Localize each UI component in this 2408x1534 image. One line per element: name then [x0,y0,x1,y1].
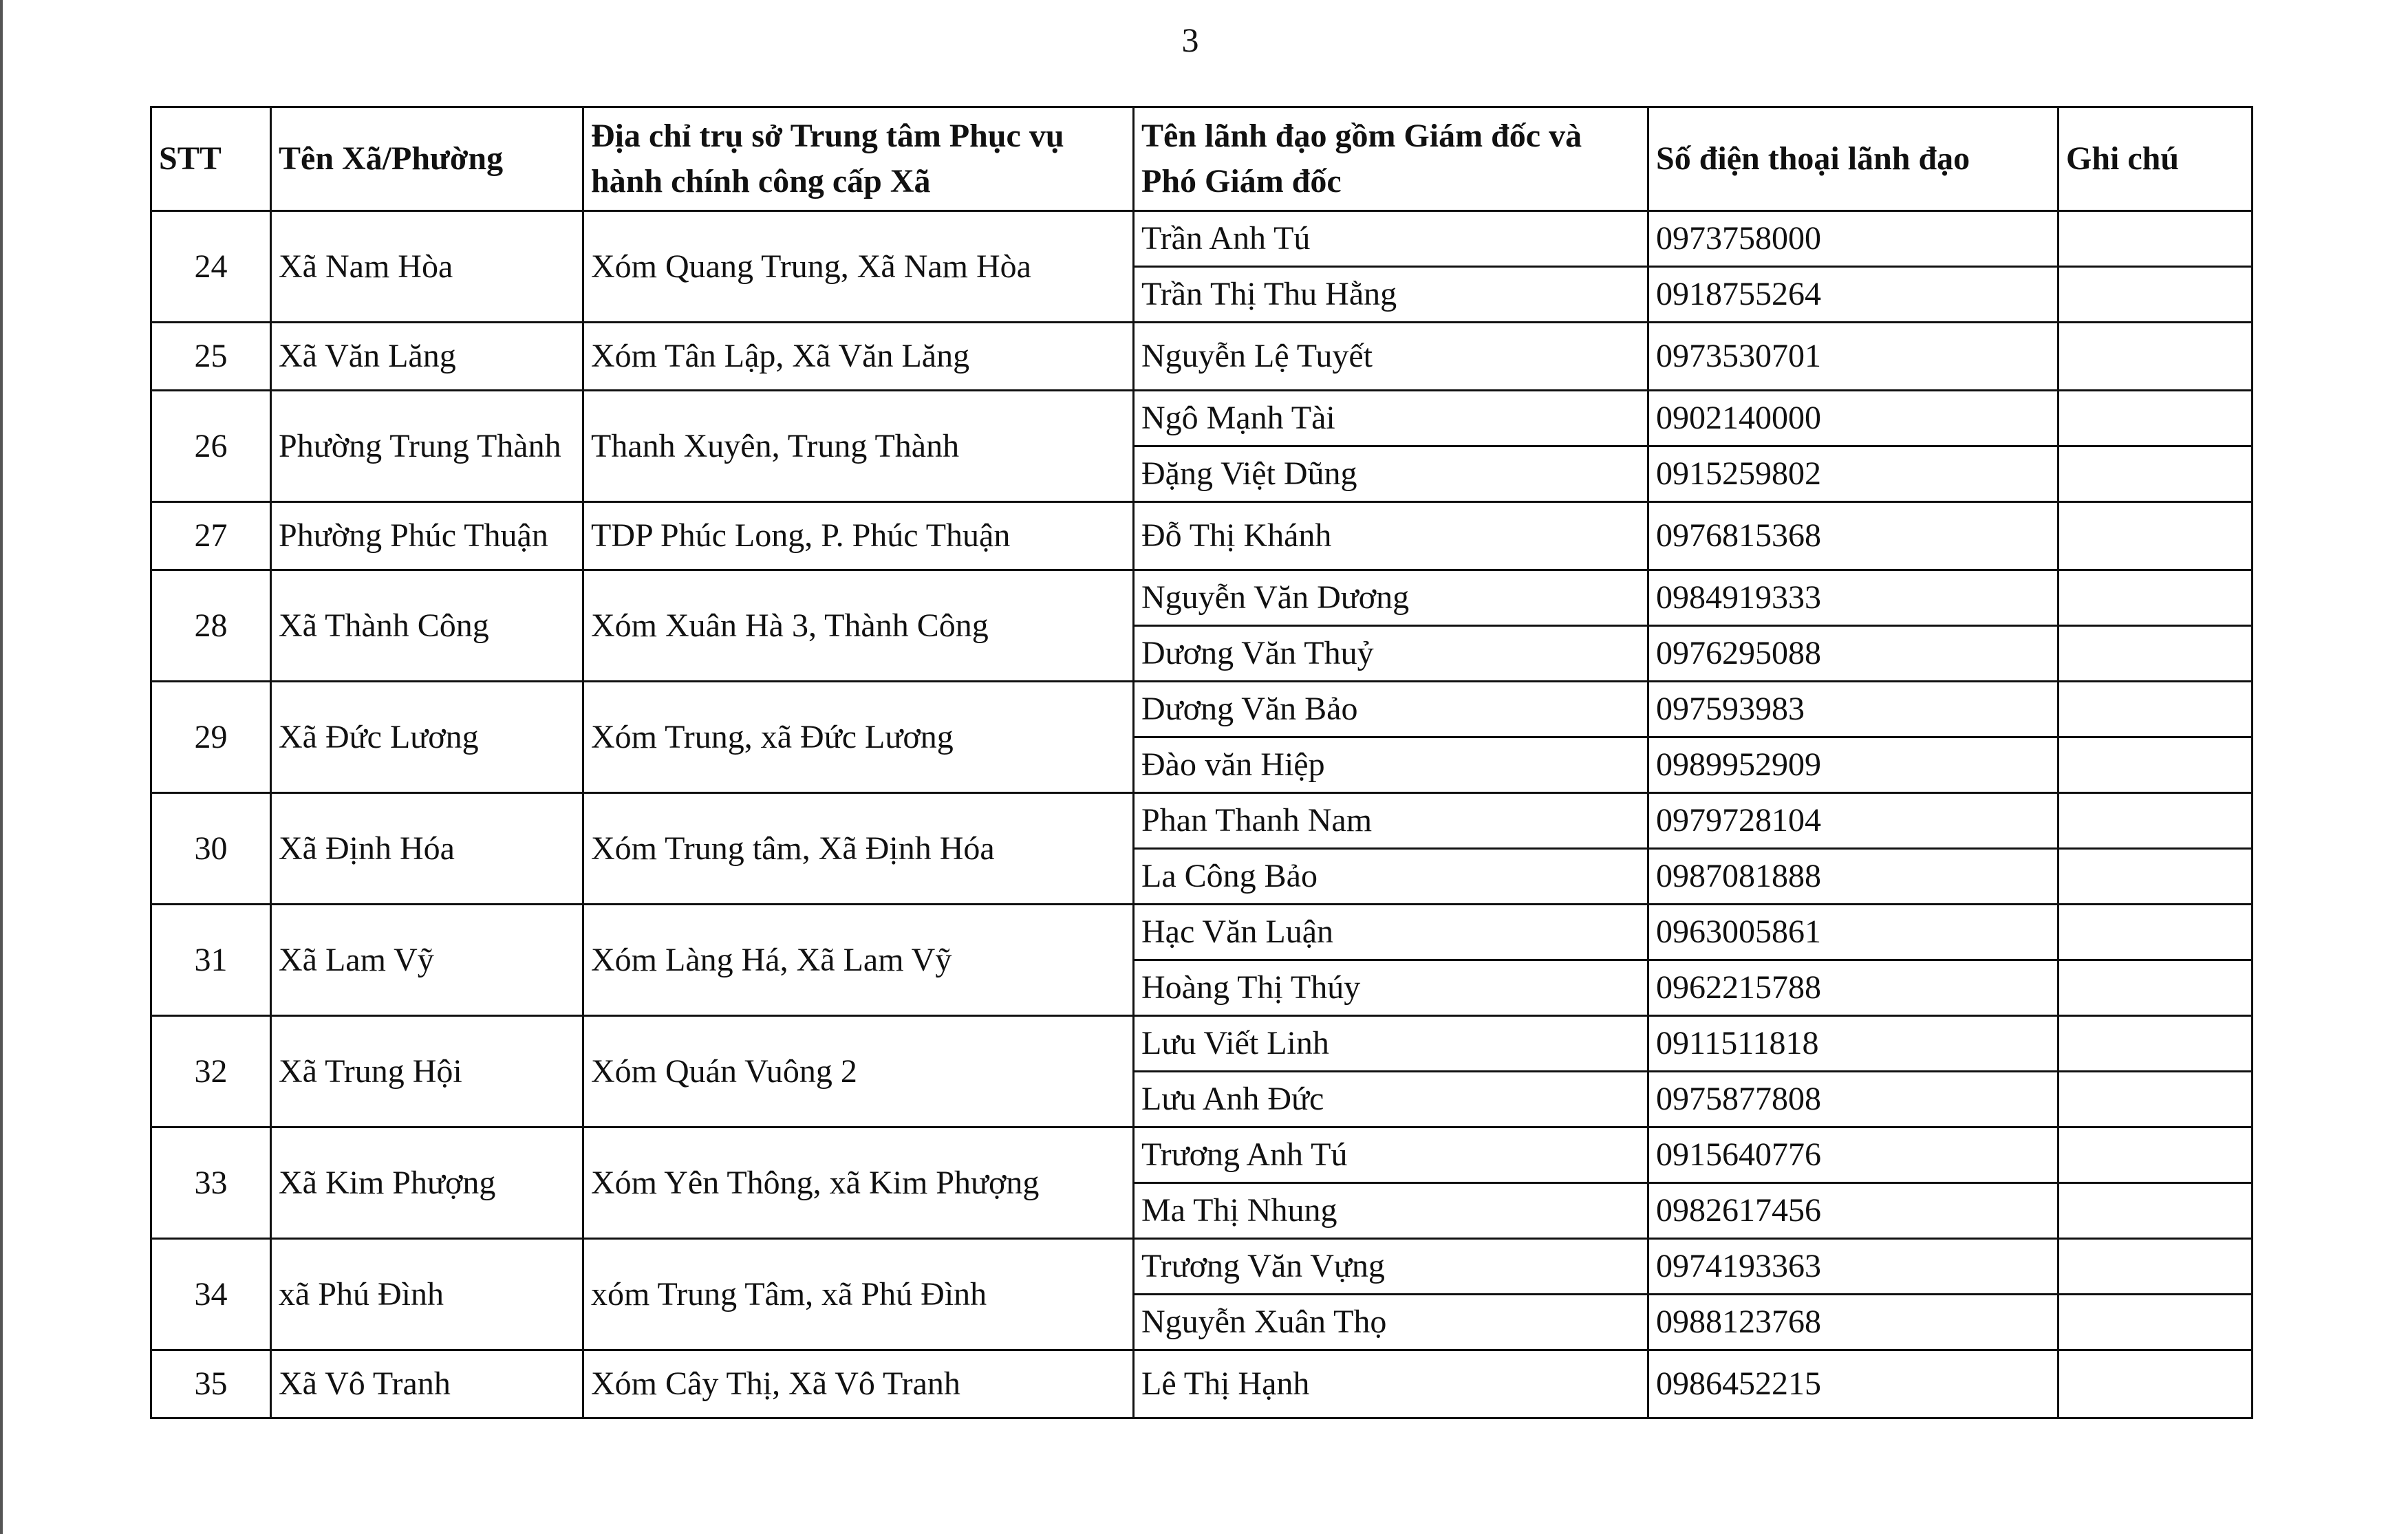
cell-leader-name: Hoàng Thị Thúy [1134,960,1648,1016]
table-row [151,682,2253,737]
header-leader: Tên lãnh đạo gồm Giám đốc và Phó Giám đốc [1134,107,1648,211]
cell-note [2058,502,2253,570]
cell-stt: 31 [151,905,271,1016]
cell-leader-phone: 0984919333 [1648,570,2058,626]
cell-ward: Xã Định Hóa [271,793,583,905]
scan-edge [0,0,3,1534]
cell-leader-phone: 097593983 [1648,682,2058,737]
cell-address: Xóm Yên Thông, xã Kim Phượng [583,1127,1134,1239]
cell-leader-phone: 0986452215 [1648,1350,2058,1418]
cell-address: Xóm Trung, xã Đức Lương [583,682,1134,793]
table-row [151,905,2253,960]
cell-address: Xóm Quang Trung, Xã Nam Hòa [583,211,1134,323]
cell-address: Xóm Trung tâm, Xã Định Hóa [583,793,1134,905]
table-row [151,793,2253,849]
cell-leader-phone: 0963005861 [1648,905,2058,960]
cell-leader-phone: 0989952909 [1648,737,2058,793]
cell-leader-name: La Công Bảo [1134,849,1648,905]
cell-leader-phone: 0915259802 [1648,446,2058,502]
cell-stt: 27 [151,502,271,570]
cell-leader-name: Lưu Viết Linh [1134,1016,1648,1072]
cell-note [2058,267,2253,323]
header-stt: STT [151,107,271,211]
cell-leader-phone: 0915640776 [1648,1127,2058,1183]
cell-leader-phone: 0987081888 [1648,849,2058,905]
cell-leader-name: Nguyễn Văn Dương [1134,570,1648,626]
cell-leader-name: Trần Thị Thu Hằng [1134,267,1648,323]
cell-leader-name: Lưu Anh Đức [1134,1072,1648,1127]
cell-stt: 24 [151,211,271,323]
cell-note [2058,1239,2253,1295]
cell-stt: 32 [151,1016,271,1127]
cell-leader-name: Dương Văn Bảo [1134,682,1648,737]
cell-note [2058,391,2253,446]
cell-leader-name: Ma Thị Nhung [1134,1183,1648,1239]
cell-leader-name: Dương Văn Thuỷ [1134,626,1648,682]
cell-note [2058,1350,2253,1418]
cell-note [2058,446,2253,502]
table-row [151,502,2253,570]
cell-note [2058,1016,2253,1072]
cell-note [2058,626,2253,682]
cell-leader-name: Nguyễn Lệ Tuyết [1134,323,1648,391]
table-body [151,211,2253,1418]
table-row [151,570,2253,626]
cell-note [2058,905,2253,960]
table-row [151,1016,2253,1072]
table-row [151,211,2253,267]
cell-leader-phone: 0976815368 [1648,502,2058,570]
cell-leader-name: Trương Anh Tú [1134,1127,1648,1183]
cell-leader-phone: 0975877808 [1648,1072,2058,1127]
cell-stt: 33 [151,1127,271,1239]
cell-address: xóm Trung Tâm, xã Phú Đình [583,1239,1134,1350]
cell-ward: Xã Vô Tranh [271,1350,583,1418]
cell-ward: Phường Phúc Thuận [271,502,583,570]
table-row [151,1127,2253,1183]
cell-leader-name: Trần Anh Tú [1134,211,1648,267]
cell-ward: Xã Kim Phượng [271,1127,583,1239]
cell-leader-name: Đặng Việt Dũng [1134,446,1648,502]
cell-address: Xóm Cây Thị, Xã Vô Tranh [583,1350,1134,1418]
cell-leader-name: Lê Thị Hạnh [1134,1350,1648,1418]
cell-leader-name: Nguyễn Xuân Thọ [1134,1295,1648,1350]
cell-leader-phone: 0979728104 [1648,793,2058,849]
table-row [151,1350,2253,1418]
cell-leader-phone: 0911511818 [1648,1016,2058,1072]
cell-ward: xã Phú Đình [271,1239,583,1350]
table-header-row [151,107,2253,211]
cell-stt: 34 [151,1239,271,1350]
table-row [151,323,2253,391]
cell-leader-phone: 0976295088 [1648,626,2058,682]
cell-note [2058,570,2253,626]
cell-leader-phone: 0902140000 [1648,391,2058,446]
header-note: Ghi chú [2058,107,2253,211]
header-address: Địa chỉ trụ sở Trung tâm Phục vụ hành chính công cấp Xã [583,107,1134,211]
cell-note [2058,737,2253,793]
cell-stt: 28 [151,570,271,682]
cell-note [2058,793,2253,849]
cell-stt: 35 [151,1350,271,1418]
cell-ward: Xã Đức Lương [271,682,583,793]
cell-leader-phone: 0988123768 [1648,1295,2058,1350]
table-row [151,391,2253,446]
header-phone: Số điện thoại lãnh đạo [1648,107,2058,211]
cell-leader-name: Đỗ Thị Khánh [1134,502,1648,570]
cell-ward: Xã Nam Hòa [271,211,583,323]
cell-note [2058,960,2253,1016]
header-ward: Tên Xã/Phường [271,107,583,211]
cell-address: Xóm Xuân Hà 3, Thành Công [583,570,1134,682]
cell-leader-phone: 0982617456 [1648,1183,2058,1239]
cell-leader-phone: 0974193363 [1648,1239,2058,1295]
cell-leader-phone: 0962215788 [1648,960,2058,1016]
cell-leader-name: Đào văn Hiệp [1134,737,1648,793]
cell-stt: 26 [151,391,271,502]
cell-leader-phone: 0918755264 [1648,267,2058,323]
cell-leader-name: Trương Văn Vựng [1134,1239,1648,1295]
page-number: 3 [1181,21,1199,59]
cell-ward: Phường Trung Thành [271,391,583,502]
cell-ward: Xã Văn Lăng [271,323,583,391]
cell-note [2058,211,2253,267]
cell-address: Xóm Làng Há, Xã Lam Vỹ [583,905,1134,1016]
cell-leader-phone: 0973530701 [1648,323,2058,391]
table-row [151,1239,2253,1295]
cell-leader-phone: 0973758000 [1648,211,2058,267]
cell-address: Thanh Xuyên, Trung Thành [583,391,1134,502]
cell-note [2058,682,2253,737]
cell-stt: 29 [151,682,271,793]
cell-stt: 30 [151,793,271,905]
cell-note [2058,1127,2253,1183]
cell-leader-name: Phan Thanh Nam [1134,793,1648,849]
cell-note [2058,323,2253,391]
cell-note [2058,849,2253,905]
cell-leader-name: Ngô Mạnh Tài [1134,391,1648,446]
cell-ward: Xã Thành Công [271,570,583,682]
ward-leaders-table [150,106,2253,1419]
cell-stt: 25 [151,323,271,391]
cell-note [2058,1295,2253,1350]
cell-note [2058,1072,2253,1127]
cell-leader-name: Hạc Văn Luận [1134,905,1648,960]
cell-address: TDP Phúc Long, P. Phúc Thuận [583,502,1134,570]
cell-address: Xóm Tân Lập, Xã Văn Lăng [583,323,1134,391]
cell-address: Xóm Quán Vuông 2 [583,1016,1134,1127]
cell-ward: Xã Lam Vỹ [271,905,583,1016]
cell-note [2058,1183,2253,1239]
cell-ward: Xã Trung Hội [271,1016,583,1127]
